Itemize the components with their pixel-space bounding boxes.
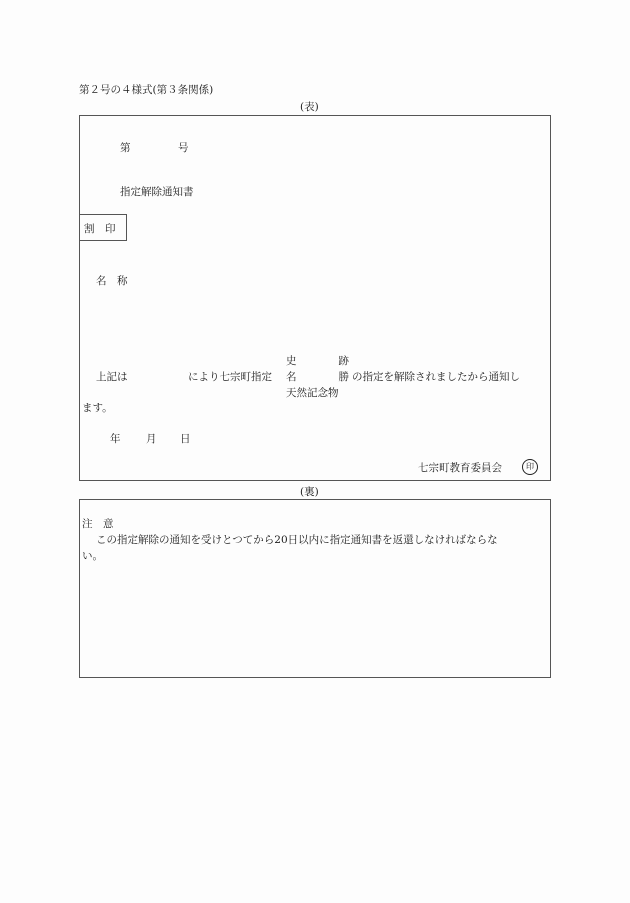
body-wrap: ます。 <box>82 402 113 414</box>
front-panel <box>79 115 551 481</box>
document-title: 指定解除通知書 <box>120 186 194 198</box>
category-scenic-place: 名 勝 <box>286 371 349 383</box>
body-end: の指定を解除されましたから通知し <box>352 371 520 383</box>
note-line-2: い。 <box>82 550 103 562</box>
body-middle: により七宗町指定 <box>188 371 272 383</box>
seal-box-label: 割 印 <box>84 223 116 235</box>
number-suffix: 号 <box>178 142 189 154</box>
date-month: 月 <box>146 433 157 445</box>
back-label: (裏) <box>300 486 319 498</box>
note-line-1: この指定解除の通知を受けとつてから20日以内に指定通知書を返還しなければならな <box>96 534 498 546</box>
note-title: 注 意 <box>82 518 114 530</box>
body-start: 上記は <box>96 371 128 383</box>
front-label: (表) <box>300 101 319 113</box>
category-historic-site: 史 跡 <box>286 355 349 367</box>
name-label: 名 称 <box>96 275 128 287</box>
number-prefix: 第 <box>120 142 131 154</box>
date-year: 年 <box>110 433 121 445</box>
issuer-name: 七宗町教育委員会 <box>418 462 502 474</box>
date-day: 日 <box>180 433 191 445</box>
back-panel <box>79 499 551 678</box>
seal-stamp-icon: 印 <box>522 459 538 475</box>
category-natural-monument: 天然記念物 <box>286 387 339 399</box>
form-title: 第２号の４様式(第３条関係) <box>79 84 214 96</box>
